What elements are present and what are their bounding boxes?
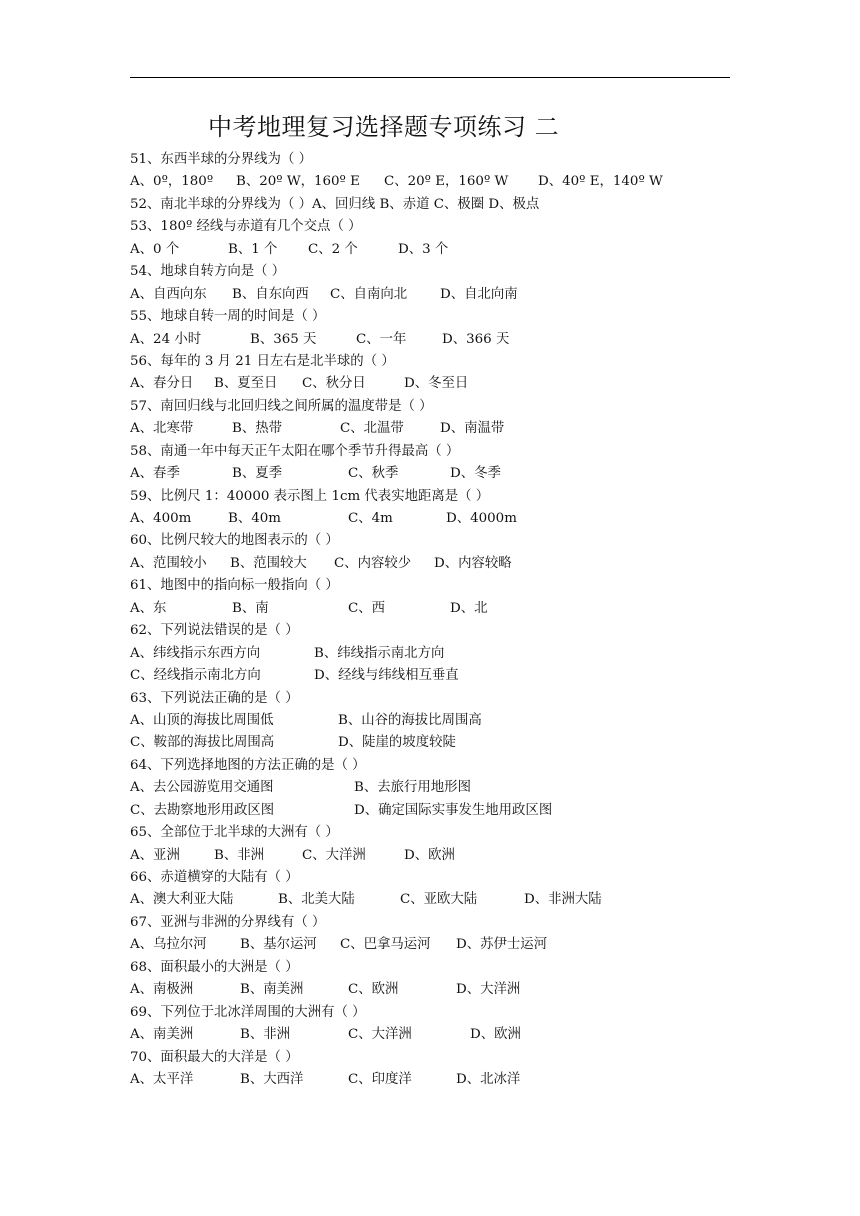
question-text: 61、地图中的指向标一般指向（ ） [130, 578, 339, 594]
option-text: C、欧洲 [348, 982, 399, 998]
question-line [130, 755, 730, 777]
option-text: A、24 小时 [130, 331, 202, 347]
option-text: D、欧洲 [404, 847, 455, 863]
page-title: 中考地理复习选择题专项练习 二 [208, 113, 560, 141]
question-line [130, 486, 730, 508]
options-line [130, 284, 730, 306]
question-text: 63、下列说法正确的是（ ） [130, 690, 299, 706]
question-line [130, 441, 730, 463]
question-list [130, 149, 730, 1091]
option-text: D、南温带 [440, 421, 505, 437]
option-text: B、去旅行用地形图 [354, 780, 471, 796]
option-text: B、非洲 [214, 847, 265, 863]
option-text: C、内容较少 [334, 555, 412, 571]
option-text: A、东 [130, 600, 167, 616]
options-line [130, 598, 730, 620]
option-text: C、自南向北 [330, 286, 408, 302]
option-text: C、4m [348, 511, 393, 526]
question-line [130, 575, 730, 597]
option-text: C、一年 [356, 331, 407, 347]
question-line [130, 867, 730, 889]
options-line [130, 329, 730, 351]
option-text: A、纬线指示东西方向 [130, 645, 261, 661]
option-text: A、乌拉尔河 [130, 937, 207, 953]
option-text: B、北美大陆 [278, 892, 355, 908]
question-text: 60、比例尺较大的地图表示的（ ） [130, 533, 339, 549]
option-text: A、春分日 [130, 376, 194, 392]
question-line [130, 261, 730, 283]
option-text: B、365 天 [250, 331, 317, 347]
option-text: C、秋分日 [302, 376, 366, 392]
question-line [130, 957, 730, 979]
question-line [130, 396, 730, 418]
options-line [130, 665, 730, 687]
options-line [130, 643, 730, 665]
option-text: C、巴拿马运河 [340, 937, 431, 953]
options-line [130, 777, 730, 799]
option-text: D、北冰洋 [456, 1071, 521, 1087]
option-text: B、纬线指示南北方向 [314, 645, 445, 661]
option-text: C、20º E，160º W [384, 174, 509, 190]
question-line [130, 620, 730, 642]
option-text: B、夏至日 [214, 376, 278, 392]
option-text: A、山顶的海拔比周围低 [130, 712, 274, 728]
option-text: B、20º W，160º E [236, 174, 360, 190]
options-line [130, 1024, 730, 1046]
option-text: D、冬至日 [404, 376, 469, 392]
option-text: B、40m [228, 511, 281, 526]
option-text: D、4000m [446, 511, 517, 526]
option-text: C、大洋洲 [302, 847, 366, 863]
option-text: A、南极洲 [130, 982, 194, 998]
question-text: 54、地球自转方向是（ ） [130, 264, 286, 280]
question-line [130, 149, 730, 171]
option-text: B、自东向西 [232, 286, 309, 302]
question-line [130, 530, 730, 552]
question-text: 67、亚洲与非洲的分界线有（ ） [130, 914, 326, 930]
option-text: D、北 [450, 600, 488, 616]
question-text: 52、南北半球的分界线为（ ）A、回归线 B、赤道 C、极圈 D、极点 [130, 196, 540, 212]
option-text: B、南 [232, 600, 269, 616]
option-text: B、范围较大 [230, 555, 307, 571]
option-text: B、1 个 [228, 241, 278, 257]
option-text: B、山谷的海拔比周围高 [338, 712, 482, 728]
options-line [130, 508, 730, 530]
question-text: 57、南回归线与北回归线之间所属的温度带是（ ） [130, 398, 433, 414]
question-line [130, 194, 730, 216]
option-text: A、范围较小 [130, 555, 207, 571]
options-line [130, 418, 730, 440]
option-text: C、2 个 [308, 241, 358, 257]
options-line [130, 710, 730, 732]
option-text: D、非洲大陆 [524, 892, 602, 908]
option-text: D、欧洲 [470, 1027, 521, 1043]
question-text: 59、比例尺 1：40000 表示图上 1cm 代表实地距离是（ ） [130, 488, 490, 504]
question-line [130, 306, 730, 328]
options-line [130, 171, 730, 193]
question-text: 65、全部位于北半球的大洲有（ ） [130, 825, 339, 841]
question-line [130, 688, 730, 710]
question-text: 53、180º 经线与赤道有几个交点（ ） [130, 219, 362, 235]
option-text: A、北寒带 [130, 421, 194, 437]
option-text: D、内容较略 [434, 555, 512, 571]
option-text: A、春季 [130, 466, 180, 482]
option-text: C、印度洋 [348, 1071, 412, 1087]
question-text: 64、下列选择地图的方法正确的是（ ） [130, 757, 366, 773]
question-text: 56、每年的 3 月 21 日左右是北半球的（ ） [130, 353, 395, 369]
option-text: B、非洲 [240, 1027, 291, 1043]
option-text: D、经线与纬线相互垂直 [314, 668, 459, 684]
option-text: B、热带 [232, 421, 283, 437]
options-line [130, 889, 730, 911]
option-text: A、自西向东 [130, 286, 207, 302]
question-line [130, 822, 730, 844]
question-line [130, 351, 730, 373]
option-text: C、北温带 [340, 421, 404, 437]
option-text: D、陡崖的坡度较陡 [338, 735, 456, 751]
option-text: C、西 [348, 600, 386, 616]
option-text: B、大西洋 [240, 1071, 304, 1087]
options-line [130, 979, 730, 1001]
option-text: C、鞍部的海拔比周围高 [130, 735, 275, 751]
option-text: A、澳大利亚大陆 [130, 892, 234, 908]
option-text: B、基尔运河 [240, 937, 317, 953]
option-text: A、太平洋 [130, 1071, 194, 1087]
question-text: 68、面积最小的大洲是（ ） [130, 959, 299, 975]
question-text: 58、南通一年中每天正午太阳在哪个季节升得最高（ ） [130, 443, 460, 459]
question-text: 55、地球自转一周的时间是（ ） [130, 309, 326, 325]
options-line [130, 553, 730, 575]
option-text: C、亚欧大陆 [400, 892, 478, 908]
question-line [130, 216, 730, 238]
option-text: A、0º，180º [130, 174, 214, 190]
options-line [130, 800, 730, 822]
options-line [130, 373, 730, 395]
option-text: C、秋季 [348, 466, 399, 482]
question-line [130, 1002, 730, 1024]
option-text: A、去公园游览用交通图 [130, 780, 274, 796]
option-text: A、南美洲 [130, 1027, 194, 1043]
option-text: D、40º E，140º W [538, 174, 663, 190]
header-rule [130, 77, 730, 78]
option-text: C、大洋洲 [348, 1027, 412, 1043]
question-line [130, 1047, 730, 1069]
question-text: 69、下列位于北冰洋周围的大洲有（ ） [130, 1004, 366, 1020]
option-text: A、亚洲 [130, 847, 180, 863]
options-line [130, 239, 730, 261]
question-text: 66、赤道横穿的大陆有（ ） [130, 870, 299, 885]
question-text: 51、东西半球的分界线为（ ） [130, 152, 312, 167]
option-text: C、经线指示南北方向 [130, 668, 261, 684]
option-text: D、确定国际实事发生地用政区图 [354, 802, 553, 818]
options-line [130, 934, 730, 956]
options-line [130, 1069, 730, 1091]
question-text: 70、面积最大的大洋是（ ） [130, 1049, 299, 1065]
option-text: D、冬季 [450, 466, 501, 482]
options-line [130, 463, 730, 485]
option-text: A、0 个 [130, 241, 180, 257]
option-text: D、苏伊士运河 [456, 937, 548, 953]
question-line [130, 912, 730, 934]
option-text: D、3 个 [398, 241, 449, 257]
option-text: D、自北向南 [440, 286, 518, 302]
option-text: B、南美洲 [240, 982, 304, 998]
options-line [130, 845, 730, 867]
option-text: D、大洋洲 [456, 982, 521, 998]
options-line [130, 732, 730, 754]
option-text: B、夏季 [232, 466, 283, 482]
option-text: D、366 天 [442, 331, 510, 347]
option-text: A、400m [130, 511, 192, 526]
option-text: C、去勘察地形用政区图 [130, 802, 275, 818]
question-text: 62、下列说法错误的是（ ） [130, 623, 299, 639]
